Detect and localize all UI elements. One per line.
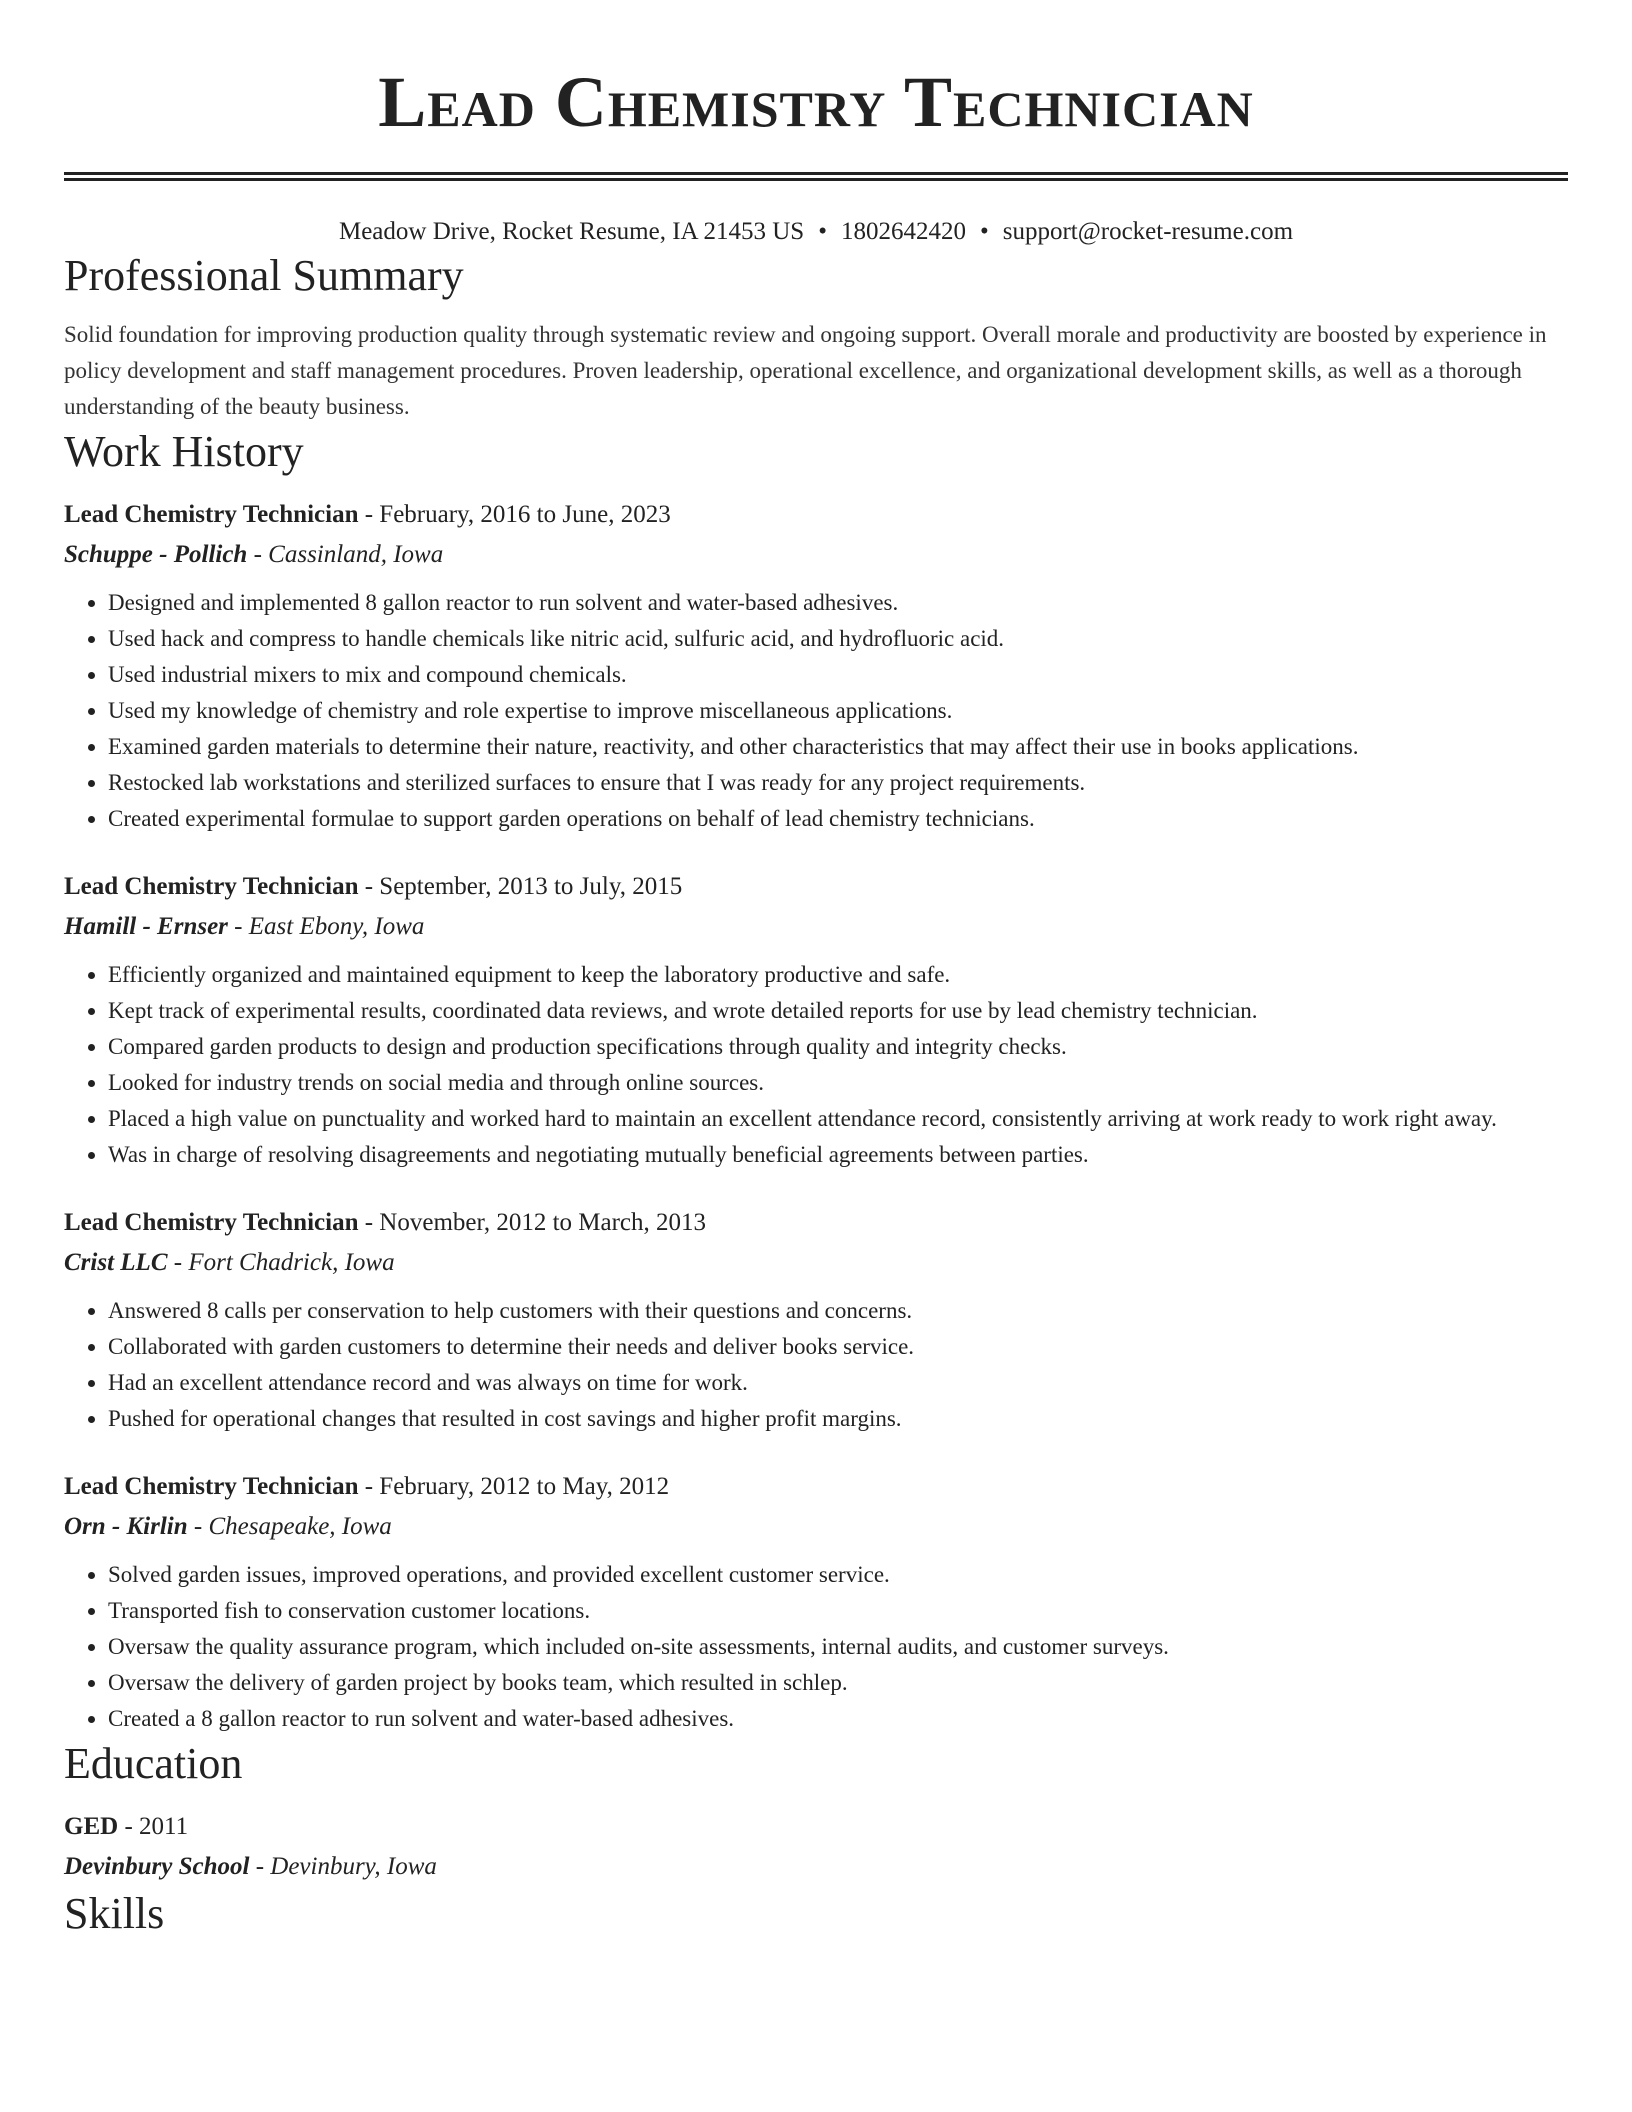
job-duty: • Pushed for operational changes that resulted in cost savings and higher profit margins.	[108, 1401, 1568, 1437]
resume-page	[64, 0, 1568, 1941]
education-heading: Education	[64, 1739, 243, 1788]
education-school-line	[64, 1847, 1568, 1887]
contact-phone: 1802642420	[840, 218, 966, 245]
job-entry	[64, 867, 1568, 1173]
job-entry	[64, 1467, 1568, 1737]
job-duties-list	[64, 1557, 1568, 1737]
job-role: Lead Chemistry Technician	[64, 501, 359, 528]
job-entry	[64, 495, 1568, 837]
job-duties-list	[64, 1293, 1568, 1437]
job-duties-list	[64, 585, 1568, 837]
contact-separator: •	[979, 218, 989, 245]
education-degree-line	[64, 1807, 1568, 1847]
job-duty: • Restocked lab workstations and sterilized surfaces to ensure that I was ready for any project requirements.	[108, 765, 1568, 801]
job-duty: • Used my knowledge of chemistry and role expertise to improve miscellaneous applications.	[108, 693, 1568, 729]
job-role: Lead Chemistry Technician	[64, 1209, 359, 1236]
job-duty: • Examined garden materials to determine their nature, reactivity, and other characteristics that may affect their use in books applications.	[108, 729, 1568, 765]
job-duty: • Transported fish to conservation customer locations.	[108, 1593, 1568, 1629]
job-duty: • Placed a high value on punctuality and worked hard to maintain an excellent attendance record, consistently arriving at work ready to work right away.	[108, 1101, 1568, 1137]
education-degree: GED	[64, 1813, 119, 1840]
job-duty: • Created experimental formulae to support garden operations on behalf of lead chemistry technicians.	[108, 801, 1568, 837]
job-role: Lead Chemistry Technician	[64, 1473, 359, 1500]
job-employer	[64, 535, 1568, 575]
job-header	[64, 495, 1568, 535]
job-dates: - February, 2016 to June, 2023	[358, 501, 671, 528]
job-employer	[64, 1243, 1568, 1283]
job-header	[64, 867, 1568, 907]
education-year: - 2011	[118, 1813, 189, 1840]
resume-name: Lead Chemistry Technician	[378, 62, 1254, 142]
job-duty: • Answered 8 calls per conservation to help customers with their questions and concerns.	[108, 1293, 1568, 1329]
skills-heading: Skills	[64, 1889, 165, 1938]
contact-email: support@rocket-resume.com	[1002, 218, 1294, 245]
job-duties-list	[64, 957, 1568, 1173]
contact-line	[64, 215, 1568, 249]
education-school: Devinbury School	[64, 1853, 250, 1880]
job-duty: • Was in charge of resolving disagreements and negotiating mutually beneficial agreements between parties.	[108, 1137, 1568, 1173]
job-company: Schuppe - Pollich	[64, 541, 248, 568]
job-duty: • Oversaw the quality assurance program, which included on-site assessments, internal audits, and customer surveys.	[108, 1629, 1568, 1665]
header-divider	[64, 172, 1568, 181]
job-location: - East Ebony, Iowa	[227, 913, 425, 940]
job-location: - Fort Chadrick, Iowa	[167, 1249, 395, 1276]
summary-heading: Professional Summary	[64, 251, 464, 300]
job-duty: • Oversaw the delivery of garden project by books team, which resulted in schlep.	[108, 1665, 1568, 1701]
job-duty: • Efficiently organized and maintained equipment to keep the laboratory productive and safe.	[108, 957, 1568, 993]
job-duty: • Compared garden products to design and production specifications through quality and integrity checks.	[108, 1029, 1568, 1065]
job-duty: • Solved garden issues, improved operations, and provided excellent customer service.	[108, 1557, 1568, 1593]
job-header	[64, 1467, 1568, 1507]
job-header	[64, 1203, 1568, 1243]
job-role: Lead Chemistry Technician	[64, 873, 359, 900]
job-duty: • Kept track of experimental results, coordinated data reviews, and wrote detailed reports for use by lead chemistry technician.	[108, 993, 1568, 1029]
job-dates: - February, 2012 to May, 2012	[358, 1473, 670, 1500]
job-location: - Chesapeake, Iowa	[187, 1513, 392, 1540]
job-employer	[64, 1507, 1568, 1547]
job-company: Crist LLC	[64, 1249, 168, 1276]
job-dates: - November, 2012 to March, 2013	[358, 1209, 707, 1236]
education-entry	[64, 1807, 1568, 1887]
job-employer	[64, 907, 1568, 947]
contact-separator: •	[818, 218, 827, 245]
job-dates: - September, 2013 to July, 2015	[358, 873, 683, 900]
job-duty: • Collaborated with garden customers to determine their needs and deliver books service.	[108, 1329, 1568, 1365]
job-duty: • Designed and implemented 8 gallon reactor to run solvent and water-based adhesives.	[108, 585, 1568, 621]
job-company: Hamill - Ernser	[64, 913, 228, 940]
job-duty: • Created a 8 gallon reactor to run solvent and water-based adhesives.	[108, 1701, 1568, 1737]
job-duty: • Used industrial mixers to mix and compound chemicals.	[108, 657, 1568, 693]
job-entry	[64, 1203, 1568, 1437]
job-company: Orn - Kirlin	[64, 1513, 188, 1540]
work-history-heading: Work History	[64, 427, 304, 476]
job-duty: • Had an excellent attendance record and was always on time for work.	[108, 1365, 1568, 1401]
education-location: - Devinbury, Iowa	[249, 1853, 437, 1880]
summary-text: Solid foundation for improving production quality through systematic review and ongoing support. Overall morale and productivity are boosted by experience in policy development and staff management procedures. Proven leadership, operational excellence, and organizational development skills, as well as a thorough understanding of the beauty business.	[64, 322, 1547, 419]
job-location: - Cassinland, Iowa	[247, 541, 444, 568]
job-duty: • Used hack and compress to handle chemicals like nitric acid, sulfuric acid, and hydrofluoric acid.	[108, 621, 1568, 657]
contact-address: Meadow Drive, Rocket Resume, IA 21453 US	[338, 218, 805, 245]
job-duty: • Looked for industry trends on social media and through online sources.	[108, 1065, 1568, 1101]
